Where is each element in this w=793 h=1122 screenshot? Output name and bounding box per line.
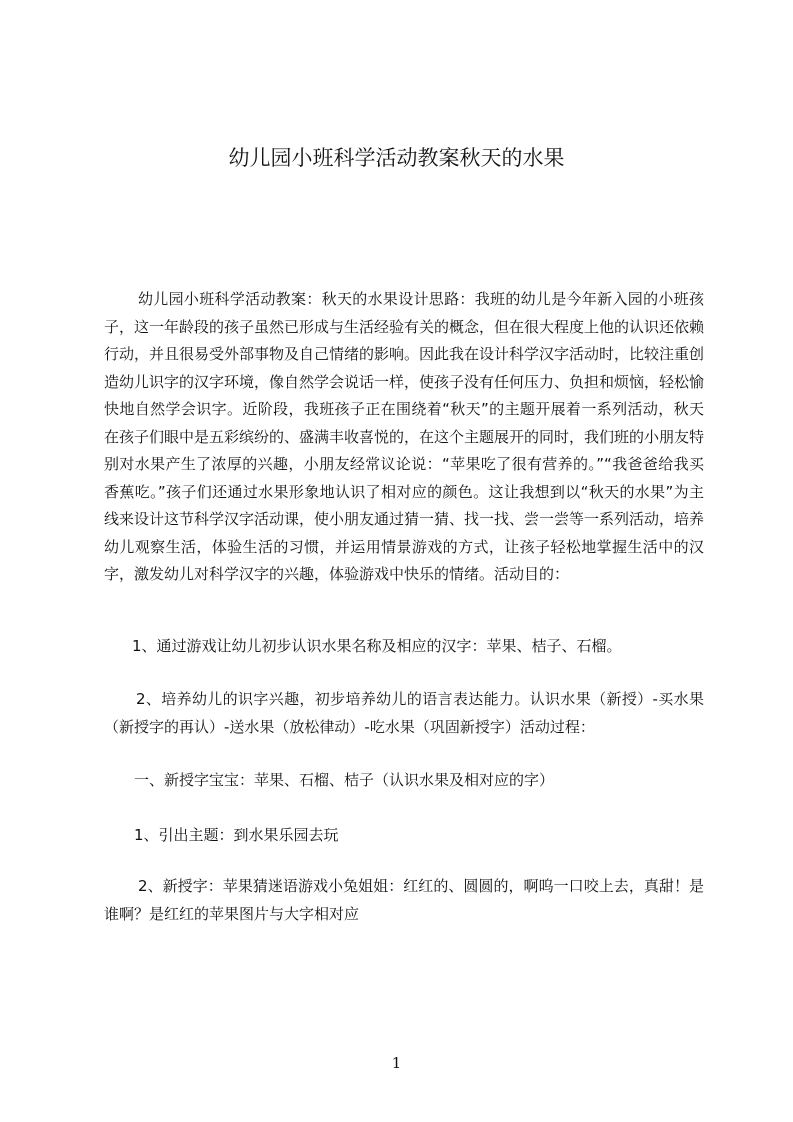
page-number: 1 [391, 1054, 402, 1072]
paragraph-step-1: 1、引出主题：到水果乐园去玩 [134, 826, 339, 844]
paragraph-section-heading: 一、新授字宝宝：苹果、石榴、桔子（认识水果及相对应的字） [134, 771, 555, 789]
paragraph-goal-2: 2、培养幼儿的识字兴趣，初步培养幼儿的语言表达能力。认识水果（新授）-买水果（新授字的再认）-送水果（放松律动）-吃水果（巩固新授字）活动过程： [104, 690, 704, 736]
paragraph-step-2: 2、新授字：苹果猜迷语游戏小兔姐姐：红红的、圆圆的，啊呜一口咬上去，真甜！是谁啊？是红红的苹果图片与大字相对应 [104, 877, 704, 923]
paragraph-goal-1: 1、通过游戏让幼儿初步认识水果名称及相应的汉字：苹果、桔子、石榴。 [132, 637, 622, 655]
paragraph-design-idea: 幼儿园小班科学活动教案：秋天的水果设计思路：我班的幼儿是今年新入园的小班孩子，这一年龄段的孩子虽然已形成与生活经验有关的概念，但在很大程度上他的认识还依赖行动，并且很易受外部事物及自己情绪的影响。因此我在设计科学汉字活动时，比较注重创造幼儿识字的汉字环境，像自然学会说话一样，使孩子没有任何压力、负担和烦恼，轻松愉快地自然学会识字。近阶段，我班孩子正在围绕着“秋天”的主题开展着一系列活动，秋天在孩子们眼中是五彩缤纷的、盛满丰收喜悦的，在这个主题展开的同时，我们班的小朋友特别对水果产生了浓厚的兴趣，小朋友经常议论说：“苹果吃了很有营养的。”“我爸爸给我买香蕉吃。”孩子们还通过水果形象地认识了相对应的颜色。这让我想到以“秋天的水果”为主线来设计这节科学汉字活动课，使小朋友通过猜一猜、找一找、尝一尝等一系列活动，培养幼儿观察生活，体验生活的习惯，并运用情景游戏的方式，让孩子轻松地掌握生活中的汉字，激发幼儿对科学汉字的兴趣，体验游戏中快乐的情绪。活动目的： [104, 290, 705, 583]
page-title: 幼儿园小班科学活动教案秋天的水果 [228, 146, 565, 170]
